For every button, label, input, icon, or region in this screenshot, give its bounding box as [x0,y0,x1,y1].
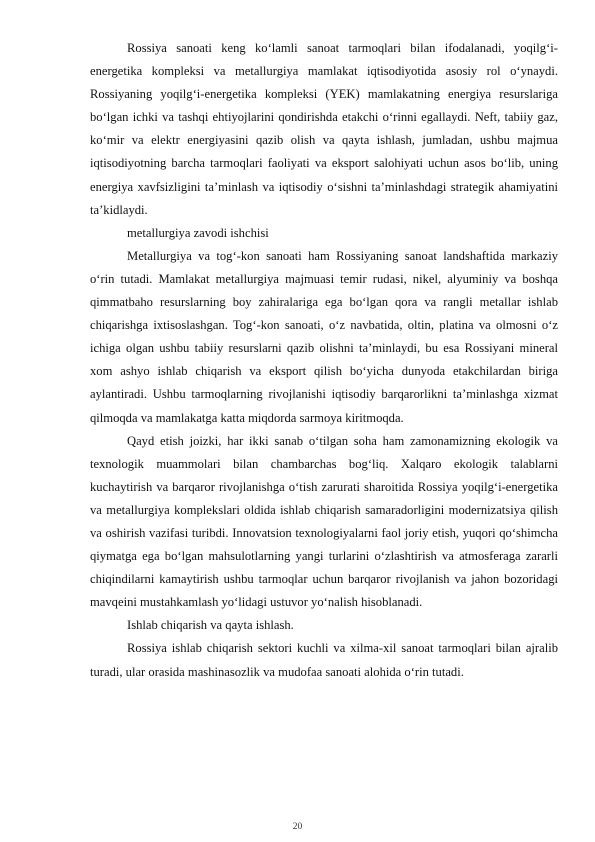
document-page [90,37,558,684]
paragraph-manufacturing: Rossiya ishlab chiqarish sektori kuchli va xilma-xil sanoat tarmoqlari bilan ajralib turadi, ular orasida mashinasozlik va mudofaa sanoati alohida o‘rin tutadi. [90,641,558,679]
page-number: 20 [292,822,303,832]
image-caption-metallurgy-worker: metallurgiya zavodi ishchisi [127,225,269,240]
paragraph-metallurgy: Metallurgiya va tog‘-kon sanoati ham Rossiyaning sanoat landshaftida markaziy o‘rin tutadi. Mamlakat metallurgiya majmuasi temir rudasi, nikel, alyuminiy va boshqa qimmatbaho resurslarning boy zahiralariga ega bo‘lgan qora va rangli metallar ishlab chiqarishga ixtisoslashgan. Tog‘-kon sanoati, o‘z navbatida, oltin, platina va olmosni o‘z ichiga olgan ushbu tabiiy resurslarni qazib olishni ta’minlaydi, bu esa Rossiyani mineral xom ashyo ishlab chiqarish va eksport qilish bo‘yicha dunyoda etakchilardan biriga aylantiradi. Ushbu tarmoqlarning rivojlanishi iqtisodiy barqarorlikni ta’minlashga xizmat qilmoqda va mamlakatga katta miqdorda sarmoya kiritmoqda. [90,248,558,425]
section-heading-production: Ishlab chiqarish va qayta ishlash. [127,618,294,633]
paragraph-intro: Rossiya sanoati keng ko‘lamli sanoat tarmoqlari bilan ifodalanadi, yoqilg‘i-energetika kompleksi va metallurgiya mamlakat iqtisodiyotida asosiy rol o‘ynaydi. Rossiyaning yoqilg‘i-energetika kompleksi (YEK) mamlakatning energiya resurslariga bo‘lgan ichki va tashqi ehtiyojlarini qondirishda etakchi o‘rinni egallaydi. Neft, tabiiy gaz, ko‘mir va elektr energiyasini qazib olish va qayta ishlash, jumladan, ushbu majmua iqtisodiyotning barcha tarmoqlari faoliyati va eksport salohiyati uchun asos bo‘lib, uning energiya xavfsizligini ta’minlash va iqtisodiy o‘sishni ta’minlashdagi strategik ahamiyatini ta’kidlaydi. [90,41,558,217]
paragraph-ecology: Qayd etish joizki, har ikki sanab o‘tilgan soha ham zamonamizning ekologik va texnologik muammolari bilan chambarchas bog‘liq. Xalqaro ekologik talablarni kuchaytirish va barqaror rivojlanishga o‘tish zarurati sharoitida Rossiya yoqilg‘i-energetika va metallurgiya komplekslari oldida ishlab chiqarish samaradorligini modernizatsiya qilish va oshirish vazifasi turibdi. Innovatsion texnologiyalarni faol joriy etish, yuqori qo‘shimcha qiymatga ega bo‘lgan mahsulotlarning yangi turlarini o‘zlashtirish va atmosferaga zararli chiqindilarni kamaytirish ushbu tarmoqlar uchun barqaror rivojlanish va jahon bozoridagi mavqeini mustahkamlash yo‘lidagi ustuvor yo‘nalish hisoblanadi. [90,433,558,610]
